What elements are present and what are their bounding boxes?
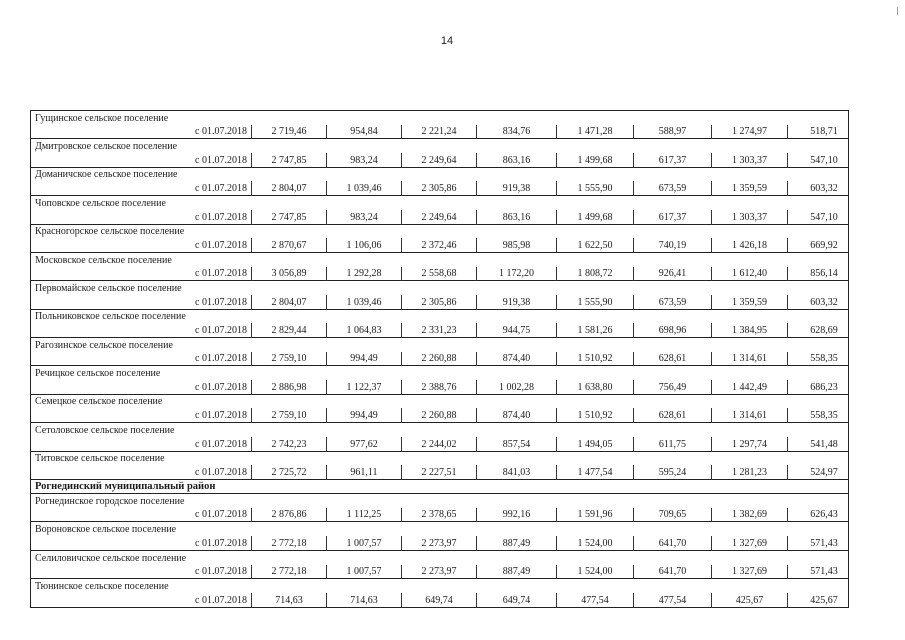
tariff-value: 1 591,96 xyxy=(557,508,634,522)
tariff-row xyxy=(31,508,849,522)
tariff-value: 2 747,85 xyxy=(252,210,327,224)
effective-date: с 01.07.2018 xyxy=(195,438,247,450)
tariff-value: 649,74 xyxy=(402,593,477,607)
settlement-header-row xyxy=(31,550,849,564)
tariff-value: 603,32 xyxy=(788,295,849,309)
settlement-name: Речицкое сельское поселение xyxy=(31,366,849,380)
settlement-header-row xyxy=(31,281,849,295)
tariff-value: 1 314,61 xyxy=(712,352,788,366)
tariff-value: 874,40 xyxy=(477,408,557,422)
effective-date: с 01.07.2018 xyxy=(195,410,247,422)
tariff-row xyxy=(31,295,849,309)
tariff-value: 2 870,67 xyxy=(252,238,327,252)
tariff-value: 1 327,69 xyxy=(712,565,788,579)
tariff-value: 2 759,10 xyxy=(252,408,327,422)
settlement-header-row xyxy=(31,451,849,465)
effective-date: с 01.07.2018 xyxy=(195,325,247,336)
tariff-row xyxy=(31,437,849,451)
settlement-header-row xyxy=(31,252,849,266)
tariff-value: 954,84 xyxy=(327,125,402,139)
settlement-name: Чоповское сельское поселение xyxy=(31,196,849,210)
tariff-value: 919,38 xyxy=(477,181,557,195)
tariff-value: 834,76 xyxy=(477,125,557,139)
tariff-value: 1 292,28 xyxy=(327,267,402,281)
tariff-value: 841,03 xyxy=(477,465,557,479)
effective-date: с 01.07.2018 xyxy=(195,466,247,478)
tariff-value: 1 303,37 xyxy=(712,153,788,167)
tariff-value: 740,19 xyxy=(634,238,712,252)
tariff-value: 518,71 xyxy=(788,125,849,139)
settlement-name: Селиловичское сельское поселение xyxy=(31,550,849,564)
tariff-value: 2 331,23 xyxy=(402,323,477,337)
effective-date: с 01.07.2018 xyxy=(195,296,247,308)
tariff-value: 2 558,68 xyxy=(402,267,477,281)
tariff-value: 709,65 xyxy=(634,508,712,522)
effective-date: с 01.07.2018 xyxy=(195,537,247,549)
settlement-name: Гущинское сельское поселение xyxy=(31,111,849,125)
tariff-value: 856,14 xyxy=(788,267,849,281)
tariff-value: 628,69 xyxy=(788,323,849,337)
effective-date: с 01.07.2018 xyxy=(195,211,247,223)
tariff-value: 1 510,92 xyxy=(557,352,634,366)
tariff-value: 985,98 xyxy=(477,238,557,252)
tariff-value: 1 002,28 xyxy=(477,380,557,394)
tariff-value: 994,49 xyxy=(327,408,402,422)
effective-date: с 01.07.2018 xyxy=(195,353,247,365)
tariff-value: 641,70 xyxy=(634,565,712,579)
tariff-value: 2 372,46 xyxy=(402,238,477,252)
settlement-header-row xyxy=(31,366,849,380)
tariff-value: 1 327,69 xyxy=(712,536,788,550)
tariff-value: 1 471,28 xyxy=(557,125,634,139)
tariff-row xyxy=(31,153,849,167)
effective-date: с 01.07.2018 xyxy=(195,381,247,393)
tariff-value: 524,97 xyxy=(788,465,849,479)
tariff-value: 887,49 xyxy=(477,565,557,579)
tariff-value: 1 499,68 xyxy=(557,210,634,224)
tariff-value: 2 273,97 xyxy=(402,565,477,579)
effective-date: с 01.07.2018 xyxy=(195,594,247,606)
tariff-value: 425,67 xyxy=(788,593,849,607)
tariff-row xyxy=(31,267,849,281)
tariff-value: 1 638,80 xyxy=(557,380,634,394)
settlement-header-row xyxy=(31,309,849,323)
settlement-name: Вороновское сельское поселение xyxy=(31,522,849,536)
settlement-header-row xyxy=(31,224,849,238)
tariff-value: 1 384,95 xyxy=(712,323,788,337)
tariff-value: 983,24 xyxy=(327,153,402,167)
settlement-header-row xyxy=(31,522,849,536)
tariff-value: 714,63 xyxy=(252,593,327,607)
tariff-value: 994,49 xyxy=(327,352,402,366)
tariff-value: 1 808,72 xyxy=(557,267,634,281)
tariff-value: 2 772,18 xyxy=(252,565,327,579)
tariff-value: 1 622,50 xyxy=(557,238,634,252)
settlement-name: Дмитровское сельское поселение xyxy=(31,139,849,153)
settlement-header-row xyxy=(31,423,849,437)
tariff-value: 617,37 xyxy=(634,153,712,167)
tariff-row xyxy=(31,380,849,394)
tariff-value: 1 007,57 xyxy=(327,565,402,579)
tariff-value: 2 886,98 xyxy=(252,380,327,394)
tariff-value: 1 477,54 xyxy=(557,465,634,479)
settlement-name: Московское сельское поселение xyxy=(31,252,849,266)
settlement-header-row xyxy=(31,167,849,181)
tariff-value: 611,75 xyxy=(634,437,712,451)
tariff-value: 1 039,46 xyxy=(327,295,402,309)
tariff-value: 628,61 xyxy=(634,408,712,422)
tariff-value: 547,10 xyxy=(788,210,849,224)
tariff-value: 863,16 xyxy=(477,153,557,167)
tariff-value: 1 359,59 xyxy=(712,295,788,309)
tariff-value: 887,49 xyxy=(477,536,557,550)
tariff-value: 1 297,74 xyxy=(712,437,788,451)
tariff-value: 1 555,90 xyxy=(557,181,634,195)
tariff-table-container xyxy=(30,110,848,608)
tariff-value: 874,40 xyxy=(477,352,557,366)
tariff-value: 1 581,26 xyxy=(557,323,634,337)
tariff-value: 977,62 xyxy=(327,437,402,451)
settlement-name: Рогнединское городское поселение xyxy=(31,494,849,508)
tariff-value: 2 260,88 xyxy=(402,408,477,422)
tariff-value: 2 244,02 xyxy=(402,437,477,451)
scan-artifact-mark xyxy=(897,7,898,15)
settlement-header-row xyxy=(31,139,849,153)
tariff-value: 425,67 xyxy=(712,593,788,607)
tariff-value: 641,70 xyxy=(634,536,712,550)
tariff-value: 2 227,51 xyxy=(402,465,477,479)
tariff-value: 698,96 xyxy=(634,323,712,337)
tariff-value: 983,24 xyxy=(327,210,402,224)
settlement-name: Доманичское сельское поселение xyxy=(31,167,849,181)
tariff-value: 1 106,06 xyxy=(327,238,402,252)
tariff-value: 2 221,24 xyxy=(402,125,477,139)
tariff-value: 571,43 xyxy=(788,565,849,579)
tariff-value: 2 305,86 xyxy=(402,295,477,309)
tariff-row xyxy=(31,565,849,579)
tariff-value: 2 742,23 xyxy=(252,437,327,451)
settlement-name: Семецкое сельское поселение xyxy=(31,394,849,408)
tariff-value: 669,92 xyxy=(788,238,849,252)
settlement-header-row xyxy=(31,111,849,125)
tariff-value: 2 249,64 xyxy=(402,153,477,167)
tariff-value: 2 719,46 xyxy=(252,125,327,139)
tariff-value: 961,11 xyxy=(327,465,402,479)
tariff-value: 2 772,18 xyxy=(252,536,327,550)
tariff-value: 2 249,64 xyxy=(402,210,477,224)
tariff-value: 617,37 xyxy=(634,210,712,224)
district-name: Рогнединский муниципальный район xyxy=(31,479,849,493)
tariff-row xyxy=(31,323,849,337)
tariff-value: 2 804,07 xyxy=(252,295,327,309)
tariff-value: 2 260,88 xyxy=(402,352,477,366)
settlement-header-row xyxy=(31,394,849,408)
tariff-value: 1 524,00 xyxy=(557,565,634,579)
tariff-value: 1 314,61 xyxy=(712,408,788,422)
tariff-value: 1 064,83 xyxy=(327,323,402,337)
tariff-value: 1 612,40 xyxy=(712,267,788,281)
tariff-value: 2 876,86 xyxy=(252,508,327,522)
tariff-row xyxy=(31,593,849,607)
tariff-value: 2 273,97 xyxy=(402,536,477,550)
effective-date: с 01.07.2018 xyxy=(195,509,247,521)
tariff-value: 1 172,20 xyxy=(477,267,557,281)
tariff-value: 1 510,92 xyxy=(557,408,634,422)
tariff-row xyxy=(31,181,849,195)
tariff-value: 2 305,86 xyxy=(402,181,477,195)
tariff-value: 756,49 xyxy=(634,380,712,394)
tariff-value: 595,24 xyxy=(634,465,712,479)
tariff-value: 1 303,37 xyxy=(712,210,788,224)
tariff-row xyxy=(31,125,849,139)
tariff-value: 477,54 xyxy=(557,593,634,607)
settlement-name: Тюнинское сельское поселение xyxy=(31,579,849,593)
tariff-row xyxy=(31,238,849,252)
tariff-value: 628,61 xyxy=(634,352,712,366)
tariff-value: 2 759,10 xyxy=(252,352,327,366)
tariff-value: 2 829,44 xyxy=(252,323,327,337)
tariff-value: 1 281,23 xyxy=(712,465,788,479)
settlement-header-row xyxy=(31,196,849,210)
tariff-value: 1 555,90 xyxy=(557,295,634,309)
tariff-value: 2 725,72 xyxy=(252,465,327,479)
tariff-value: 541,48 xyxy=(788,437,849,451)
tariff-table xyxy=(30,110,849,608)
tariff-row xyxy=(31,210,849,224)
settlement-name: Красногорское сельское поселение xyxy=(31,224,849,238)
tariff-value: 1 499,68 xyxy=(557,153,634,167)
settlement-name: Рагозинское сельское поселение xyxy=(31,338,849,352)
effective-date: с 01.07.2018 xyxy=(195,126,247,138)
tariff-row xyxy=(31,536,849,550)
effective-date: с 01.07.2018 xyxy=(195,268,247,280)
district-row xyxy=(31,479,849,493)
tariff-value: 558,35 xyxy=(788,408,849,422)
tariff-row xyxy=(31,352,849,366)
settlement-header-row xyxy=(31,338,849,352)
tariff-value: 649,74 xyxy=(477,593,557,607)
tariff-value: 714,63 xyxy=(327,593,402,607)
tariff-value: 926,41 xyxy=(634,267,712,281)
tariff-value: 2 747,85 xyxy=(252,153,327,167)
tariff-value: 919,38 xyxy=(477,295,557,309)
tariff-value: 2 388,76 xyxy=(402,380,477,394)
tariff-value: 673,59 xyxy=(634,181,712,195)
tariff-value: 2 804,07 xyxy=(252,181,327,195)
settlement-name: Титовское сельское поселение xyxy=(31,451,849,465)
page-number: 14 xyxy=(440,35,454,47)
tariff-value: 1 494,05 xyxy=(557,437,634,451)
tariff-row xyxy=(31,465,849,479)
tariff-value: 3 056,89 xyxy=(252,267,327,281)
tariff-row xyxy=(31,408,849,422)
settlement-name: Первомайское сельское поселение xyxy=(31,281,849,295)
tariff-value: 992,16 xyxy=(477,508,557,522)
tariff-value: 603,32 xyxy=(788,181,849,195)
tariff-value: 1 122,37 xyxy=(327,380,402,394)
effective-date: с 01.07.2018 xyxy=(195,566,247,578)
tariff-value: 944,75 xyxy=(477,323,557,337)
tariff-value: 673,59 xyxy=(634,295,712,309)
tariff-value: 1 112,25 xyxy=(327,508,402,522)
tariff-value: 1 274,97 xyxy=(712,125,788,139)
effective-date: с 01.07.2018 xyxy=(195,154,247,166)
effective-date: с 01.07.2018 xyxy=(195,183,247,195)
tariff-value: 1 442,49 xyxy=(712,380,788,394)
tariff-value: 1 007,57 xyxy=(327,536,402,550)
tariff-value: 2 378,65 xyxy=(402,508,477,522)
tariff-value: 1 359,59 xyxy=(712,181,788,195)
tariff-value: 1 524,00 xyxy=(557,536,634,550)
tariff-value: 857,54 xyxy=(477,437,557,451)
tariff-value: 547,10 xyxy=(788,153,849,167)
tariff-value: 1 426,18 xyxy=(712,238,788,252)
settlement-name: Польниковское сельское поселение xyxy=(31,309,849,323)
tariff-value: 1 382,69 xyxy=(712,508,788,522)
tariff-value: 558,35 xyxy=(788,352,849,366)
tariff-value: 477,54 xyxy=(634,593,712,607)
settlement-header-row xyxy=(31,579,849,593)
settlement-header-row xyxy=(31,494,849,508)
tariff-value: 571,43 xyxy=(788,536,849,550)
tariff-value: 863,16 xyxy=(477,210,557,224)
tariff-value: 1 039,46 xyxy=(327,181,402,195)
tariff-table-body xyxy=(31,111,849,608)
effective-date: с 01.07.2018 xyxy=(195,239,247,251)
settlement-name: Сетоловское сельское поселение xyxy=(31,423,849,437)
tariff-value: 626,43 xyxy=(788,508,849,522)
tariff-value: 588,97 xyxy=(634,125,712,139)
tariff-value: 686,23 xyxy=(788,380,849,394)
